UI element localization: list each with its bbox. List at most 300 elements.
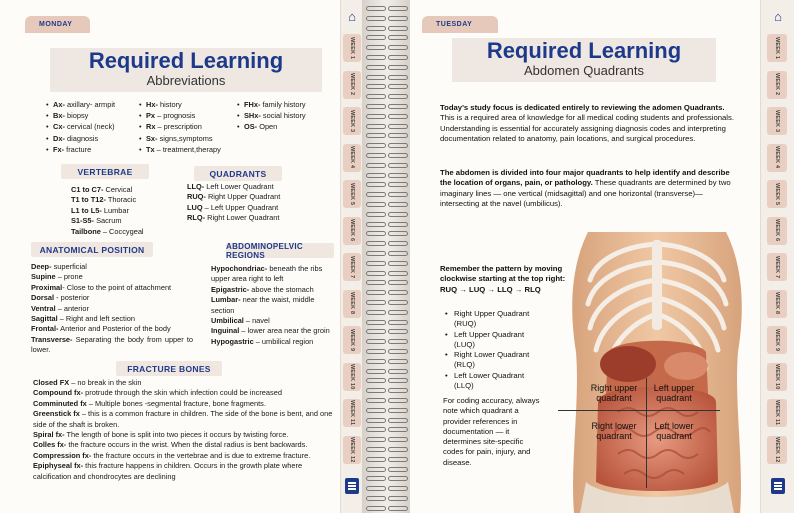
vertebrae-item-definition: Cervical: [103, 185, 133, 194]
tab-label: WEEK 6: [774, 219, 780, 242]
binding-ring: [388, 104, 408, 109]
fracture-item-definition: – no break in the skin: [69, 378, 142, 387]
tab-week-1[interactable]: [767, 34, 787, 62]
tab-week-12[interactable]: [767, 436, 787, 464]
vertebrae-item-definition: Sacrum: [94, 216, 122, 226]
tab-week-8[interactable]: [767, 290, 787, 318]
tab-label: WEEK 12: [349, 436, 355, 463]
abbreviation-item-term: Hx-: [146, 100, 158, 109]
abbreviation-item: [46, 110, 115, 121]
binding-ring: [366, 94, 386, 99]
binding-ring: [366, 437, 386, 442]
fracture-item-term: Epiphyseal fx-: [33, 461, 84, 471]
binding-ring: [366, 418, 386, 423]
binding-ring: [388, 55, 408, 60]
tab-week-9[interactable]: [343, 326, 361, 354]
anatomical-item: [31, 272, 193, 282]
vertebrae-item: [71, 206, 144, 216]
tab-week-8[interactable]: [343, 290, 361, 318]
abdominopelvic-item: [211, 285, 336, 295]
binding-ring: [388, 476, 408, 481]
abbreviation-item: [46, 121, 115, 132]
binding-ring: [366, 241, 386, 246]
anatomical-item-term: Supine: [31, 272, 56, 282]
pattern-item: • Right Upper Quadrant (RUQ): [443, 309, 543, 330]
vertebrae-item-definition: – Coccygeal: [100, 226, 144, 236]
binding-ring: [388, 496, 408, 501]
anatomical-item: [31, 324, 193, 334]
fracture-item-term: Comminuted fx: [33, 398, 87, 408]
intro-bold: Today's study focus is dedicated entirely to reviewing the adomen Quadrants.: [440, 103, 725, 112]
binding-ring: [388, 192, 408, 197]
intro-text: This is a required area of knowledge for all medical coding students and professionals. Understanding is essential for accurately assigning diagnosis codes and interpreting documentation related to anatomy, pain locations, and surgical procedures.: [440, 113, 734, 143]
abbreviation-item: [46, 99, 115, 110]
binding-ring: [366, 261, 386, 266]
binding-ring: [388, 251, 408, 256]
abbreviation-item-definition: diagnosis: [64, 133, 99, 143]
binding-ring: [366, 182, 386, 187]
binding-ring: [388, 349, 408, 354]
binding-ring: [388, 163, 408, 168]
fracture-item-definition: the fracture occurs in the vertebrae and is due to extreme fracture.: [91, 450, 311, 460]
anatomical-item: [31, 293, 193, 303]
vertebrae-item: [71, 227, 144, 237]
tab-label: WEEK 1: [349, 36, 355, 60]
binding-ring: [388, 290, 408, 295]
abdomen-anatomy-diagram: [568, 232, 746, 513]
binding-ring: [388, 173, 408, 178]
tab-week-11[interactable]: [767, 399, 787, 427]
binding-ring: [388, 339, 408, 344]
label-left-upper-quadrant: Left upper quadrant: [653, 383, 695, 403]
anatomical-position-list: [31, 262, 193, 356]
binding-ring: [388, 427, 408, 432]
vertebrae-item-term: Tailbone: [71, 226, 101, 236]
abbreviation-item-definition: social history: [260, 111, 306, 121]
tab-week-7[interactable]: [767, 253, 787, 281]
abbreviation-item: [237, 110, 306, 121]
abbreviation-item-term: Dx-: [53, 133, 65, 143]
binding-ring: [388, 94, 408, 99]
tab-week-9[interactable]: [767, 326, 787, 354]
binding-ring: [366, 222, 386, 227]
fracture-item-term: Greenstick fx: [33, 409, 80, 419]
anatomical-item-definition: Separating the body from upper to lower.: [31, 334, 193, 355]
binding-ring: [366, 388, 386, 393]
tab-week-6[interactable]: [343, 217, 361, 245]
fracture-item: [33, 378, 333, 388]
binding-ring: [366, 143, 386, 148]
fracture-item: [33, 388, 333, 398]
binding-ring: [388, 359, 408, 364]
label-right-upper-quadrant: Right upper quadrant: [590, 383, 638, 403]
week-tabs-right: [760, 0, 794, 513]
quadrants-list: [187, 182, 280, 224]
fracture-item-definition: – this is a common fracture in children. The side of the bone is bent, and one side of the shaft is broken.: [33, 409, 333, 429]
tab-label: WEEK 3: [349, 109, 355, 133]
notes-icon[interactable]: [771, 478, 785, 494]
binding-ring: [388, 467, 408, 472]
binding-ring: [366, 486, 386, 491]
tab-label: WEEK 5: [349, 182, 355, 206]
title-block-left: [50, 48, 322, 92]
binding-ring: [366, 427, 386, 432]
tab-week-5[interactable]: [767, 180, 787, 208]
anatomical-item-definition: – anterior: [55, 303, 89, 313]
abbreviation-item: [139, 133, 221, 144]
abbreviation-item-term: FHx-: [244, 100, 261, 109]
abdominopelvic-item-term: Hypogastric: [211, 336, 254, 346]
abdominopelvic-item-term: Epigastric-: [211, 284, 250, 294]
binding-ring: [366, 202, 386, 207]
abdominopelvic-item-term: Lumbar-: [211, 295, 241, 305]
binding-ring: [366, 447, 386, 452]
binding-ring: [366, 290, 386, 295]
anatomical-item-definition: - posterior: [54, 293, 90, 303]
fracture-item-term: Compound fx-: [33, 388, 84, 398]
binding-ring: [388, 320, 408, 325]
abbreviation-item-definition: – prognosis: [155, 111, 196, 121]
binding-ring: [388, 65, 408, 70]
quadrants-item: [187, 182, 280, 192]
quadrants-item-definition: Left Lower Quadrant: [204, 182, 274, 191]
binding-ring: [388, 75, 408, 80]
tab-week-7[interactable]: [343, 253, 361, 281]
tab-week-4[interactable]: [767, 144, 787, 172]
vertebrae-item: [71, 216, 144, 226]
binding-ring: [366, 212, 386, 217]
abbreviation-item-term: Sx-: [146, 133, 158, 143]
vertebrae-item-term: L1 to L5-: [71, 205, 102, 215]
binding-ring: [366, 124, 386, 129]
abbreviation-item-term: Rx: [146, 122, 156, 132]
binding-ring: [388, 133, 408, 138]
anatomical-item-definition: – Right and left section: [57, 314, 135, 324]
abdominopelvic-item-definition: – umbilical region: [253, 336, 314, 346]
torso-illustration: [568, 232, 746, 513]
abdominopelvic-item: [211, 295, 336, 316]
abbreviation-item-definition: family history: [260, 100, 306, 109]
tab-label: WEEK 11: [349, 400, 355, 426]
binding-ring: [366, 408, 386, 413]
pattern-item: • Left Lower Quadrant (LLQ): [443, 371, 543, 392]
quadrants-item-term: LUQ: [187, 202, 203, 212]
home-icon[interactable]: ⌂: [348, 9, 356, 24]
binding-ring: [366, 271, 386, 276]
tab-label: WEEK 9: [349, 328, 355, 352]
anatomical-item-term: Dorsal: [31, 293, 55, 303]
horizontal-quadrant-line: [558, 410, 720, 411]
tab-week-4[interactable]: [343, 144, 361, 172]
anatomical-item: [31, 283, 193, 293]
binding-ring: [388, 16, 408, 21]
tab-week-10[interactable]: [767, 363, 787, 391]
abdominopelvic-item: [211, 326, 336, 336]
fracture-item: [33, 440, 333, 450]
binding-ring: [366, 45, 386, 50]
binding-ring: [366, 280, 386, 285]
pattern-item: • Left Upper Quadrant (LUQ): [443, 330, 543, 351]
vertebrae-item-definition: Thoracic: [105, 195, 137, 205]
tab-label: WEEK 2: [774, 73, 780, 96]
abdominopelvic-item-definition: – navel: [243, 316, 270, 326]
vertebrae-item-term: T1 to T12-: [71, 195, 106, 205]
binding-ring: [366, 133, 386, 138]
binding-ring: [388, 153, 408, 158]
binding-ring: [366, 506, 386, 511]
binding-ring: [388, 212, 408, 217]
abbreviation-item-definition: fracture: [64, 144, 92, 154]
binding-ring: [388, 124, 408, 129]
fracture-item-definition: – Multiple bones -segmental fracture, bone fragments.: [86, 398, 266, 408]
tab-label: WEEK 3: [774, 109, 780, 133]
binding-ring: [366, 329, 386, 334]
abbreviation-item-term: Cx-: [53, 122, 65, 132]
tab-week-6[interactable]: [767, 217, 787, 245]
section-heading-fracture-bones: FRACTURE BONES: [116, 361, 222, 376]
tab-label: WEEK 8: [349, 292, 355, 315]
abbreviation-item-definition: axillary- armpit: [64, 100, 116, 109]
anatomical-item-term: Proximal: [31, 282, 63, 292]
abbreviation-item-definition: cervical (neck): [64, 122, 115, 132]
fracture-item-term: Closed FX: [33, 378, 70, 387]
quadrants-item-definition: – Left Upper Quadrant: [202, 202, 279, 212]
anatomical-item-definition: – prone: [55, 272, 83, 282]
binding-ring: [388, 486, 408, 491]
abbreviation-item-term: Fx-: [53, 144, 65, 154]
anatomical-item: [31, 335, 193, 356]
tab-week-5[interactable]: [343, 180, 361, 208]
notes-icon[interactable]: [345, 478, 359, 494]
tab-label: WEEK 6: [349, 219, 355, 242]
binding-ring: [366, 55, 386, 60]
binding-ring: [388, 26, 408, 31]
abbreviations-list-3: [237, 99, 306, 133]
abbreviation-item-definition: – treatment,therapy: [154, 144, 221, 154]
vertebrae-item-definition: Lumbar: [101, 205, 129, 215]
abdominopelvic-item: [211, 264, 336, 285]
binding-ring: [388, 378, 408, 383]
abbreviation-item-term: Bx-: [53, 111, 65, 121]
abbreviation-item-term: SHx-: [244, 111, 261, 121]
page-subtitle: Abbreviations: [146, 73, 226, 88]
abbreviation-item: [237, 121, 306, 132]
quadrants-item: [187, 203, 280, 213]
binding-ring: [388, 280, 408, 285]
binding-ring: [366, 192, 386, 197]
day-label-tuesday: TUESDAY: [422, 16, 498, 33]
binding-ring: [366, 35, 386, 40]
binding-ring: [388, 35, 408, 40]
tab-label: WEEK 7: [774, 255, 780, 279]
tab-label: WEEK 12: [774, 436, 780, 463]
abbreviation-item-definition: – prescription: [155, 122, 202, 132]
intro-paragraph: [440, 103, 740, 144]
tab-week-2[interactable]: [767, 71, 787, 99]
binding-ring: [366, 496, 386, 501]
binding-ring: [388, 182, 408, 187]
abbreviation-item-term: Tx: [146, 144, 155, 154]
binding-ring: [388, 437, 408, 442]
binding-ring: [366, 163, 386, 168]
coding-note: For coding accuracy, always note which quadrant a provider references in documentation — it determines site-specific codes for pain, injury, and disease.: [443, 396, 540, 467]
abbreviation-item: [139, 110, 221, 121]
tab-week-2[interactable]: [343, 71, 361, 99]
anatomical-item-term: Sagittal: [31, 314, 58, 324]
tab-label: WEEK 10: [349, 363, 355, 390]
tab-week-3[interactable]: [767, 107, 787, 135]
fracture-item: [33, 451, 333, 461]
binding-ring: [366, 153, 386, 158]
fracture-item-term: Spiral fx-: [33, 430, 65, 440]
divided-paragraph: [440, 168, 740, 209]
binding-ring: [366, 104, 386, 109]
binding-ring: [388, 369, 408, 374]
binding-ring: [388, 418, 408, 423]
fracture-item: [33, 409, 333, 430]
tab-week-1[interactable]: [343, 34, 361, 62]
pattern-heading: [440, 264, 572, 295]
vertebrae-item: [71, 195, 144, 205]
binding-ring: [366, 84, 386, 89]
binding-ring: [388, 457, 408, 462]
fracture-item-term: Colles fx-: [33, 440, 67, 450]
binding-ring: [388, 300, 408, 305]
binding-ring: [388, 408, 408, 413]
binding-ring: [388, 241, 408, 246]
section-heading-anatomical-position: ANATOMICAL POSITION: [31, 242, 153, 257]
tab-label: WEEK 11: [774, 400, 780, 426]
fracture-item-definition: this fracture happens in children. Occurs in the growth plate where calcification and chondrocytes are declining: [33, 461, 303, 481]
binding-ring: [388, 114, 408, 119]
pattern-list: [443, 309, 543, 391]
abbreviations-list-1: [46, 99, 115, 155]
section-heading-abdominopelvic-regions: ABDOMINOPELVIC REGIONS: [226, 243, 334, 258]
page-title: Required Learning: [486, 38, 682, 63]
binding-ring: [388, 231, 408, 236]
home-icon[interactable]: ⌂: [774, 9, 782, 24]
fracture-item-definition: the fracture occurs in the wrist. When the distal radius is bent backwards.: [66, 440, 308, 450]
abbreviation-item: [139, 99, 221, 110]
tab-week-3[interactable]: [343, 107, 361, 135]
binding-ring: [366, 476, 386, 481]
fracture-item: [33, 430, 333, 440]
vertebrae-item-term: S1-S5-: [71, 216, 95, 226]
abbreviation-item: [46, 133, 115, 144]
vertebrae-item-term: C1 to C7-: [71, 185, 104, 194]
week-tabs-left: [340, 0, 362, 513]
quadrants-item: [187, 213, 280, 223]
abbreviation-item-definition: biopsy: [64, 111, 89, 121]
abdominopelvic-item-term: Hypochondriac-: [211, 264, 268, 273]
fracture-item-definition: The length of bone is split into two pieces it occurs by twisting force.: [64, 430, 289, 440]
binding-ring: [366, 6, 386, 11]
tab-label: WEEK 10: [774, 363, 780, 390]
tab-label: WEEK 4: [349, 146, 355, 169]
day-label-monday: MONDAY: [25, 16, 90, 33]
tab-week-12[interactable]: [343, 436, 361, 464]
tab-week-11[interactable]: [343, 399, 361, 427]
tab-label: WEEK 5: [774, 182, 780, 206]
quadrants-item-term: RUQ-: [187, 192, 206, 202]
label-left-lower-quadrant: Left lower quadrant: [654, 421, 694, 441]
anatomical-item: [31, 262, 193, 272]
anatomical-item: [31, 304, 193, 314]
binding-ring: [388, 310, 408, 315]
anatomical-item-term: Ventral: [31, 303, 56, 313]
title-block-right: [452, 38, 716, 82]
fracture-item: [33, 461, 333, 482]
tab-label: WEEK 2: [349, 73, 355, 96]
binding-ring: [388, 388, 408, 393]
anatomical-item: [31, 314, 193, 324]
pattern-bold: Remember the pattern by moving clockwise starting at the top right: RUQ → LUQ → LLQ → RLQ: [440, 264, 566, 294]
binding-spine: [362, 0, 410, 513]
tab-label: WEEK 9: [774, 328, 780, 352]
abdominopelvic-item-term: Umbilical: [211, 316, 244, 326]
abdominopelvic-item: [211, 337, 336, 347]
anatomical-item-definition: Anterior and Posterior of the body: [58, 324, 171, 334]
fracture-item-term: Compression fx-: [33, 450, 92, 460]
binding-ring: [366, 65, 386, 70]
vertebrae-item: [71, 185, 144, 195]
binding-ring: [366, 398, 386, 403]
fracture-bones-list: [33, 378, 333, 482]
binding-ring: [366, 378, 386, 383]
divided-bold: The abdomen is divided into four major quadrants to help identify and describe the location of organs, pain, or pathology.: [440, 168, 730, 188]
anatomical-item-term: Deep-: [31, 262, 52, 271]
abbreviations-list-2: [139, 99, 221, 155]
abbreviation-item: [139, 144, 221, 155]
divided-text: These quadrants are determined by two imaginary lines — one vertical (midsagittal) and one horizontal (transverse)— intersecting at the navel (umbilicus).: [440, 178, 731, 208]
abbreviation-item-term: Ax-: [53, 100, 65, 109]
tab-label: WEEK 8: [774, 292, 780, 315]
anatomical-item-definition: superficial: [51, 262, 87, 271]
abdominopelvic-item-definition: beneath the ribs upper area right to left: [211, 264, 323, 284]
binding-ring: [366, 467, 386, 472]
abdominopelvic-item-definition: near the waist, middle section: [211, 295, 315, 315]
left-page: [0, 0, 362, 513]
quadrants-item-definition: Right Lower Quadrant: [205, 213, 280, 223]
tab-week-10[interactable]: [343, 363, 361, 391]
binding-ring: [388, 506, 408, 511]
binding-ring: [388, 261, 408, 266]
vertebrae-list: [71, 185, 144, 237]
abbreviation-item-term: OS-: [244, 122, 258, 132]
binding-ring: [366, 251, 386, 256]
abdominopelvic-item: [211, 316, 336, 326]
quadrants-item-term: RLQ-: [187, 213, 206, 223]
binding-ring: [366, 457, 386, 462]
page-subtitle: Abdomen Quadrants: [524, 63, 644, 78]
binding-ring: [366, 310, 386, 315]
binding-ring: [366, 349, 386, 354]
abdominopelvic-item-term: Inguinal: [211, 326, 240, 336]
page-title: Required Learning: [88, 48, 284, 73]
abbreviation-item-definition: history: [157, 100, 182, 109]
abdominopelvic-regions-list: [211, 264, 336, 347]
section-heading-quadrants: QUADRANTS: [194, 166, 282, 181]
anatomical-item-definition: - Close to the point of attachment: [62, 282, 172, 292]
abdominopelvic-item-definition: – lower area near the groin: [239, 326, 330, 336]
anatomical-item-term: Frontal-: [31, 324, 59, 334]
pattern-item: • Right Lower Quadrant (RLQ): [443, 350, 543, 371]
fracture-item: [33, 399, 333, 409]
binding-ring: [366, 114, 386, 119]
binding-ring: [366, 369, 386, 374]
binding-ring: [388, 202, 408, 207]
binding-ring: [388, 447, 408, 452]
